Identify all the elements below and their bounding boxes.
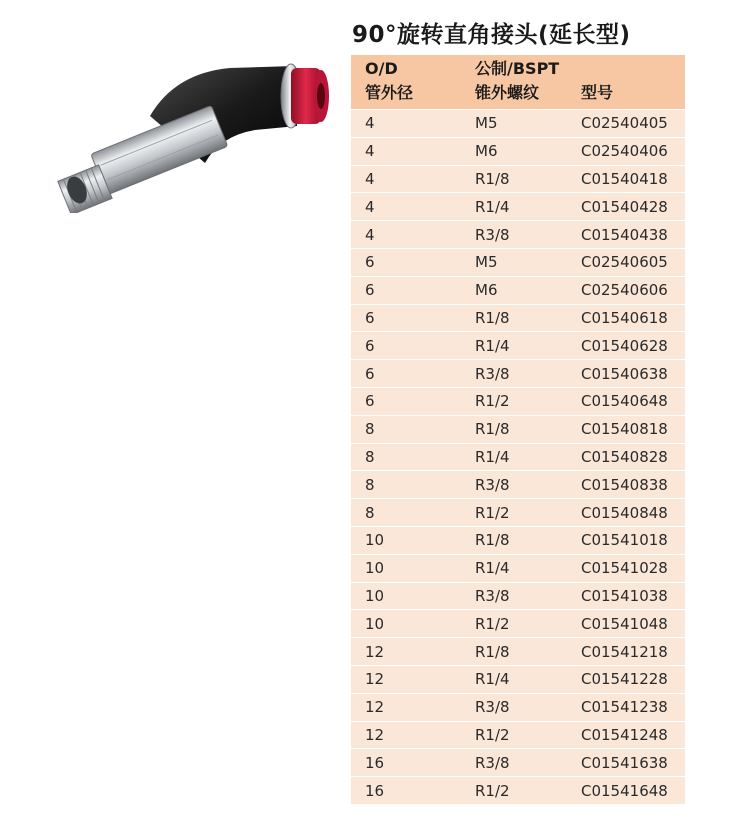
cell-thread: R1/4 — [461, 554, 571, 582]
cell-od: 10 — [351, 610, 461, 638]
cell-model: C01540428 — [571, 193, 685, 221]
cell-thread: R3/8 — [461, 749, 571, 777]
cell-model: C02540606 — [571, 276, 685, 304]
cell-model: C01541228 — [571, 665, 685, 693]
cell-thread: R3/8 — [461, 471, 571, 499]
cell-thread: R1/8 — [461, 304, 571, 332]
cell-od: 12 — [351, 638, 461, 666]
cell-model: C01541028 — [571, 554, 685, 582]
cell-thread: R3/8 — [461, 360, 571, 388]
cell-model: C01541038 — [571, 582, 685, 610]
cell-model: C01541018 — [571, 526, 685, 554]
table-row — [351, 610, 685, 638]
cell-thread: R1/2 — [461, 610, 571, 638]
table-row — [351, 193, 685, 221]
cell-od: 4 — [351, 110, 461, 138]
table-row — [351, 582, 685, 610]
cell-od: 6 — [351, 332, 461, 360]
cell-model: C01540438 — [571, 221, 685, 249]
cell-od: 8 — [351, 471, 461, 499]
cell-thread: M6 — [461, 137, 571, 165]
cell-model: C01540418 — [571, 165, 685, 193]
table-row — [351, 554, 685, 582]
table-row — [351, 526, 685, 554]
cell-thread: R1/8 — [461, 526, 571, 554]
cell-od: 16 — [351, 777, 461, 804]
cell-thread: R3/8 — [461, 693, 571, 721]
cell-od: 12 — [351, 665, 461, 693]
cell-model: C01540638 — [571, 360, 685, 388]
cell-thread: R1/2 — [461, 721, 571, 749]
cell-od: 4 — [351, 221, 461, 249]
cell-thread: M5 — [461, 248, 571, 276]
table-row — [351, 137, 685, 165]
cell-od: 6 — [351, 360, 461, 388]
cell-od: 4 — [351, 193, 461, 221]
cell-thread: R1/8 — [461, 165, 571, 193]
cell-od: 8 — [351, 443, 461, 471]
table-row — [351, 777, 685, 804]
cell-model: C01541648 — [571, 777, 685, 804]
table-row — [351, 332, 685, 360]
cell-model: C01540628 — [571, 332, 685, 360]
cell-model: C01541638 — [571, 749, 685, 777]
cell-model: C01540828 — [571, 443, 685, 471]
cell-thread: R1/4 — [461, 332, 571, 360]
cell-od: 8 — [351, 499, 461, 527]
cell-od: 10 — [351, 554, 461, 582]
cell-thread: R1/4 — [461, 443, 571, 471]
cell-od: 6 — [351, 304, 461, 332]
cell-model: C01540648 — [571, 387, 685, 415]
cell-od: 12 — [351, 693, 461, 721]
header-model: 型号 — [571, 55, 685, 110]
cell-model: C01541238 — [571, 693, 685, 721]
cell-thread: M6 — [461, 276, 571, 304]
push-in-elbow-fitting-icon — [55, 38, 340, 213]
table-row — [351, 110, 685, 138]
cell-model: C01541048 — [571, 610, 685, 638]
table-row — [351, 276, 685, 304]
table-row — [351, 638, 685, 666]
cell-od: 6 — [351, 248, 461, 276]
cell-od: 6 — [351, 276, 461, 304]
header-od: O/D 管外径 — [351, 55, 461, 110]
cell-thread: R1/4 — [461, 665, 571, 693]
table-row — [351, 499, 685, 527]
table-row — [351, 387, 685, 415]
table-row — [351, 248, 685, 276]
cell-model: C01540618 — [571, 304, 685, 332]
cell-thread: M5 — [461, 110, 571, 138]
table-row — [351, 443, 685, 471]
cell-od: 10 — [351, 526, 461, 554]
cell-thread: R3/8 — [461, 221, 571, 249]
cell-model: C01540838 — [571, 471, 685, 499]
table-row — [351, 721, 685, 749]
cell-od: 4 — [351, 137, 461, 165]
table-row — [351, 221, 685, 249]
cell-thread: R1/8 — [461, 415, 571, 443]
cell-thread: R1/4 — [461, 193, 571, 221]
cell-od: 6 — [351, 387, 461, 415]
cell-od: 8 — [351, 415, 461, 443]
table-row — [351, 471, 685, 499]
table-row — [351, 749, 685, 777]
table-row — [351, 360, 685, 388]
cell-model: C02540406 — [571, 137, 685, 165]
cell-od: 12 — [351, 721, 461, 749]
table-header-row — [351, 55, 685, 110]
spec-table — [351, 55, 685, 804]
header-thread: 公制/BSPT 锥外螺纹 — [461, 55, 571, 110]
cell-thread: R3/8 — [461, 582, 571, 610]
cell-thread: R1/2 — [461, 387, 571, 415]
cell-thread: R1/2 — [461, 499, 571, 527]
cell-model: C02540405 — [571, 110, 685, 138]
cell-thread: R1/2 — [461, 777, 571, 804]
table-row — [351, 693, 685, 721]
table-row — [351, 304, 685, 332]
table-row — [351, 415, 685, 443]
table-row — [351, 665, 685, 693]
cell-od: 4 — [351, 165, 461, 193]
page-title: 90°旋转直角接头(延长型) — [352, 22, 631, 48]
table-row — [351, 165, 685, 193]
cell-model: C01541248 — [571, 721, 685, 749]
cell-model: C01540818 — [571, 415, 685, 443]
cell-od: 10 — [351, 582, 461, 610]
cell-model: C01540848 — [571, 499, 685, 527]
cell-thread: R1/8 — [461, 638, 571, 666]
cell-model: C01541218 — [571, 638, 685, 666]
cell-od: 16 — [351, 749, 461, 777]
cell-model: C02540605 — [571, 248, 685, 276]
